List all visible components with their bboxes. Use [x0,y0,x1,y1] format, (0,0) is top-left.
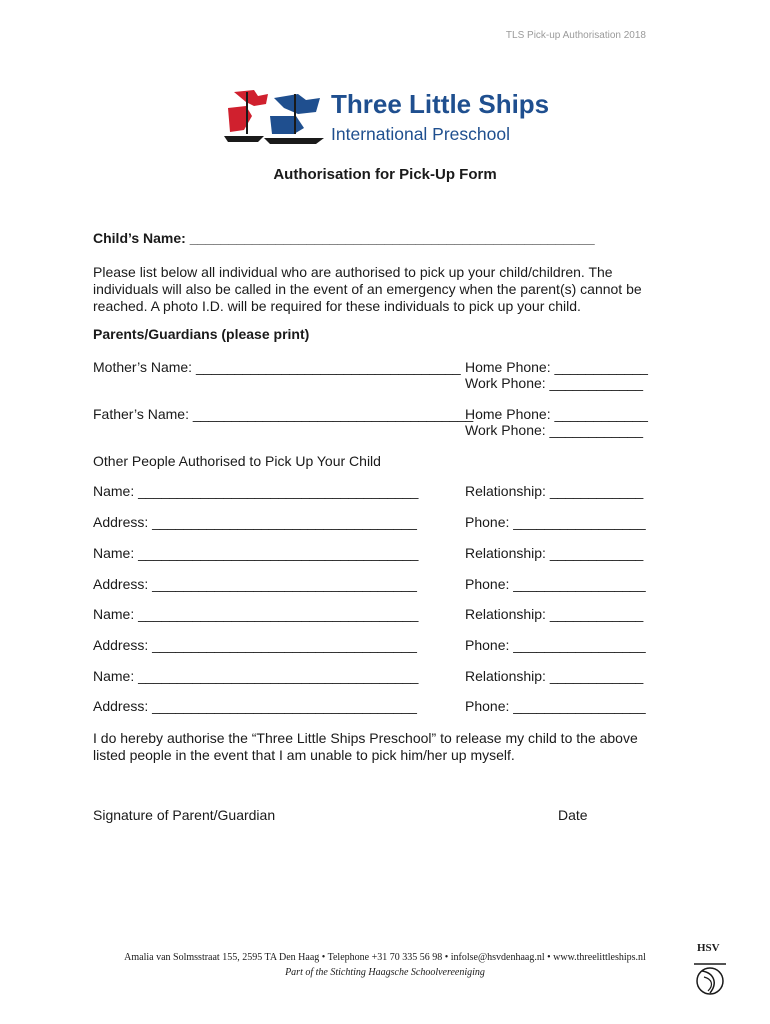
other-address-field[interactable]: Address: __________________________________ [93,576,417,592]
other-name-field[interactable]: Name: ____________________________________ [93,545,419,561]
parents-heading: Parents/Guardians (please print) [93,326,310,342]
declaration-paragraph: I do hereby authorise the “Three Little Ships Preschool” to release my child to the above listed people in the event that I am unable to pick him/her up myself. [93,730,638,763]
father-home-phone-field[interactable]: Home Phone: ____________ [465,406,648,422]
others-heading: Other People Authorised to Pick Up Your Child [93,453,381,469]
mother-home-phone-field[interactable]: Home Phone: ____________ [465,359,648,375]
other-relationship-field[interactable]: Relationship: ____________ [465,606,644,622]
document-tag: TLS Pick-up Authorisation 2018 [505,30,646,41]
page-title: Authorisation for Pick-Up Form [273,166,497,183]
other-address-field[interactable]: Address: __________________________________ [93,514,417,530]
other-name-field[interactable]: Name: ____________________________________ [93,668,419,684]
footer-tagline: Part of the Stichting Haagsche Schoolvereeniging [285,967,485,978]
other-phone-field[interactable]: Phone: _________________ [465,576,646,592]
other-phone-field[interactable]: Phone: _________________ [465,698,646,714]
other-relationship-field[interactable]: Relationship: ____________ [465,483,644,499]
father-name-field[interactable]: Father’s Name: ____________________________________ [93,406,474,422]
mother-work-phone-field[interactable]: Work Phone: ____________ [465,375,643,391]
other-name-field[interactable]: Name: ____________________________________ [93,483,419,499]
mother-name-field[interactable]: Mother’s Name: __________________________________ [93,359,461,375]
hsv-logo-label: HSV [697,942,720,954]
other-relationship-field[interactable]: Relationship: ____________ [465,545,644,561]
other-address-field[interactable]: Address: __________________________________ [93,698,417,714]
logo-title: Three Little Ships [331,89,550,119]
footer-address: Amalia van Solmsstraat 155, 2595 TA Den Haag • Telephone +31 70 335 56 98 • infolse@hsvdenhaag.nl • www.threelittleships.nl [124,952,646,963]
intro-paragraph: Please list below all individual who are authorised to pick up your child/children. The individuals will also be called in the event of an emergency when the parent(s) cannot be reached. A photo I.D. will be required for these individuals to pick up your child. [93,264,642,314]
child-name-field[interactable]: Child’s Name: ____________________________________________________ [93,230,595,246]
other-address-field[interactable]: Address: __________________________________ [93,637,417,653]
hsv-emblem-icon [690,956,730,1006]
other-relationship-field[interactable]: Relationship: ____________ [465,668,644,684]
date-label: Date [558,807,588,823]
other-phone-field[interactable]: Phone: _________________ [465,637,646,653]
logo-subtitle: International Preschool [331,124,510,144]
other-phone-field[interactable]: Phone: _________________ [465,514,646,530]
father-work-phone-field[interactable]: Work Phone: ____________ [465,422,643,438]
other-name-field[interactable]: Name: ____________________________________ [93,606,419,622]
signature-label: Signature of Parent/Guardian [93,807,276,823]
